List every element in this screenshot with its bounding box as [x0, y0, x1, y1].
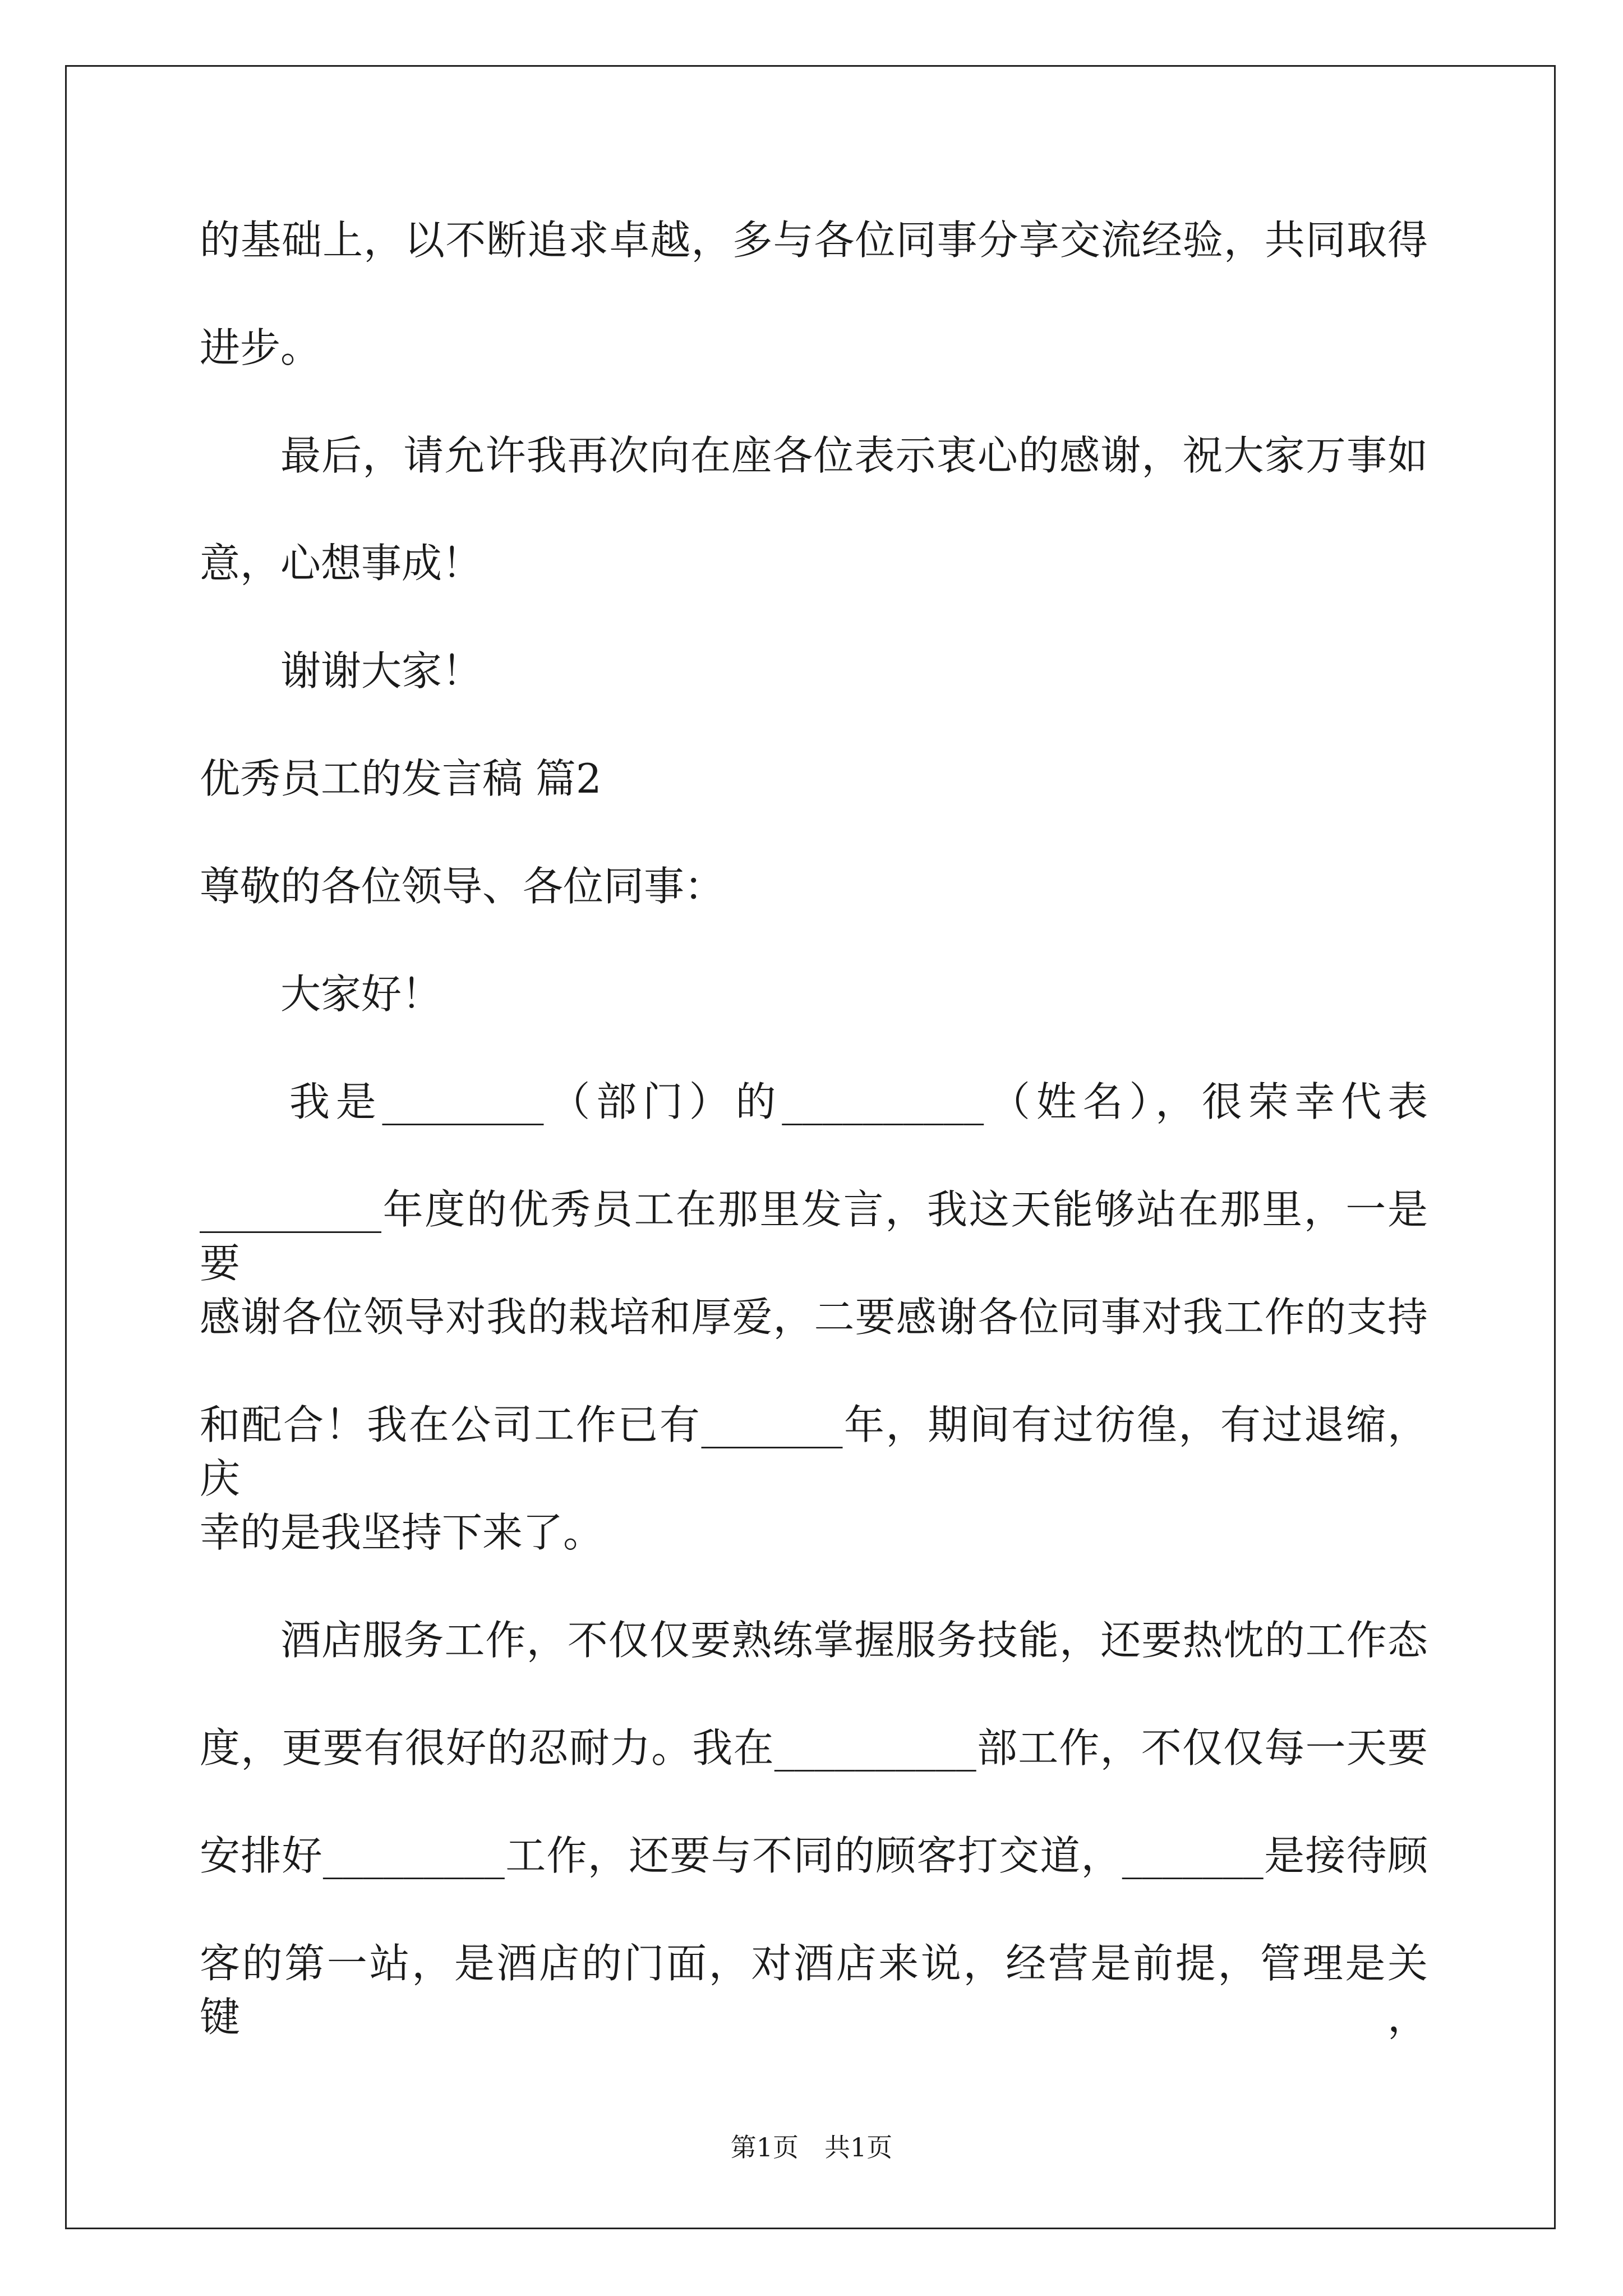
text-line: 安排好_________工作，还要与不同的顾客打交道，_______是接待顾	[200, 1832, 1428, 1879]
text-line: 进步。	[200, 324, 321, 371]
text-line: _________年度的优秀员工在那里发言，我这天能够站在那里，一是要	[200, 1186, 1428, 1287]
text-line: 客的第一站，是酒店的门面，对酒店来说，经营是前提，管理是关键，	[200, 1940, 1428, 2041]
text-line: 度，更要有很好的忍耐力。我在__________部工作，不仅仅每一天要	[200, 1724, 1428, 1772]
text-line: 感谢各位领导对我的栽培和厚爱，二要感谢各位同事对我工作的支持	[200, 1294, 1428, 1341]
text-line: 意，心想事成！	[200, 540, 483, 587]
page-footer: 第1页 共1页	[730, 2132, 893, 2162]
greeting: 大家好！	[280, 970, 442, 1018]
text-line: 我是________（部门）的__________（姓名），很荣幸代表	[289, 1078, 1428, 1125]
text-line: 谢谢大家！	[280, 647, 483, 694]
text-line: 最后，请允许我再次向在座各位表示衷心的感谢，祝大家万事如	[280, 432, 1428, 479]
text-line: 幸的是我坚持下来了。	[200, 1509, 604, 1556]
salutation: 尊敬的各位领导、各位同事：	[200, 863, 725, 910]
page-border	[65, 65, 1556, 2229]
text-line: 和配合！我在公司工作已有_______年，期间有过彷徨，有过退缩，庆	[200, 1401, 1428, 1502]
text-line: 酒店服务工作，不仅仅要熟练掌握服务技能，还要热忱的工作态	[280, 1617, 1428, 1664]
section-heading: 优秀员工的发言稿 篇2	[200, 755, 602, 802]
text-line: 的基础上，以不断追求卓越，多与各位同事分享交流经验，共同取得	[200, 217, 1428, 264]
